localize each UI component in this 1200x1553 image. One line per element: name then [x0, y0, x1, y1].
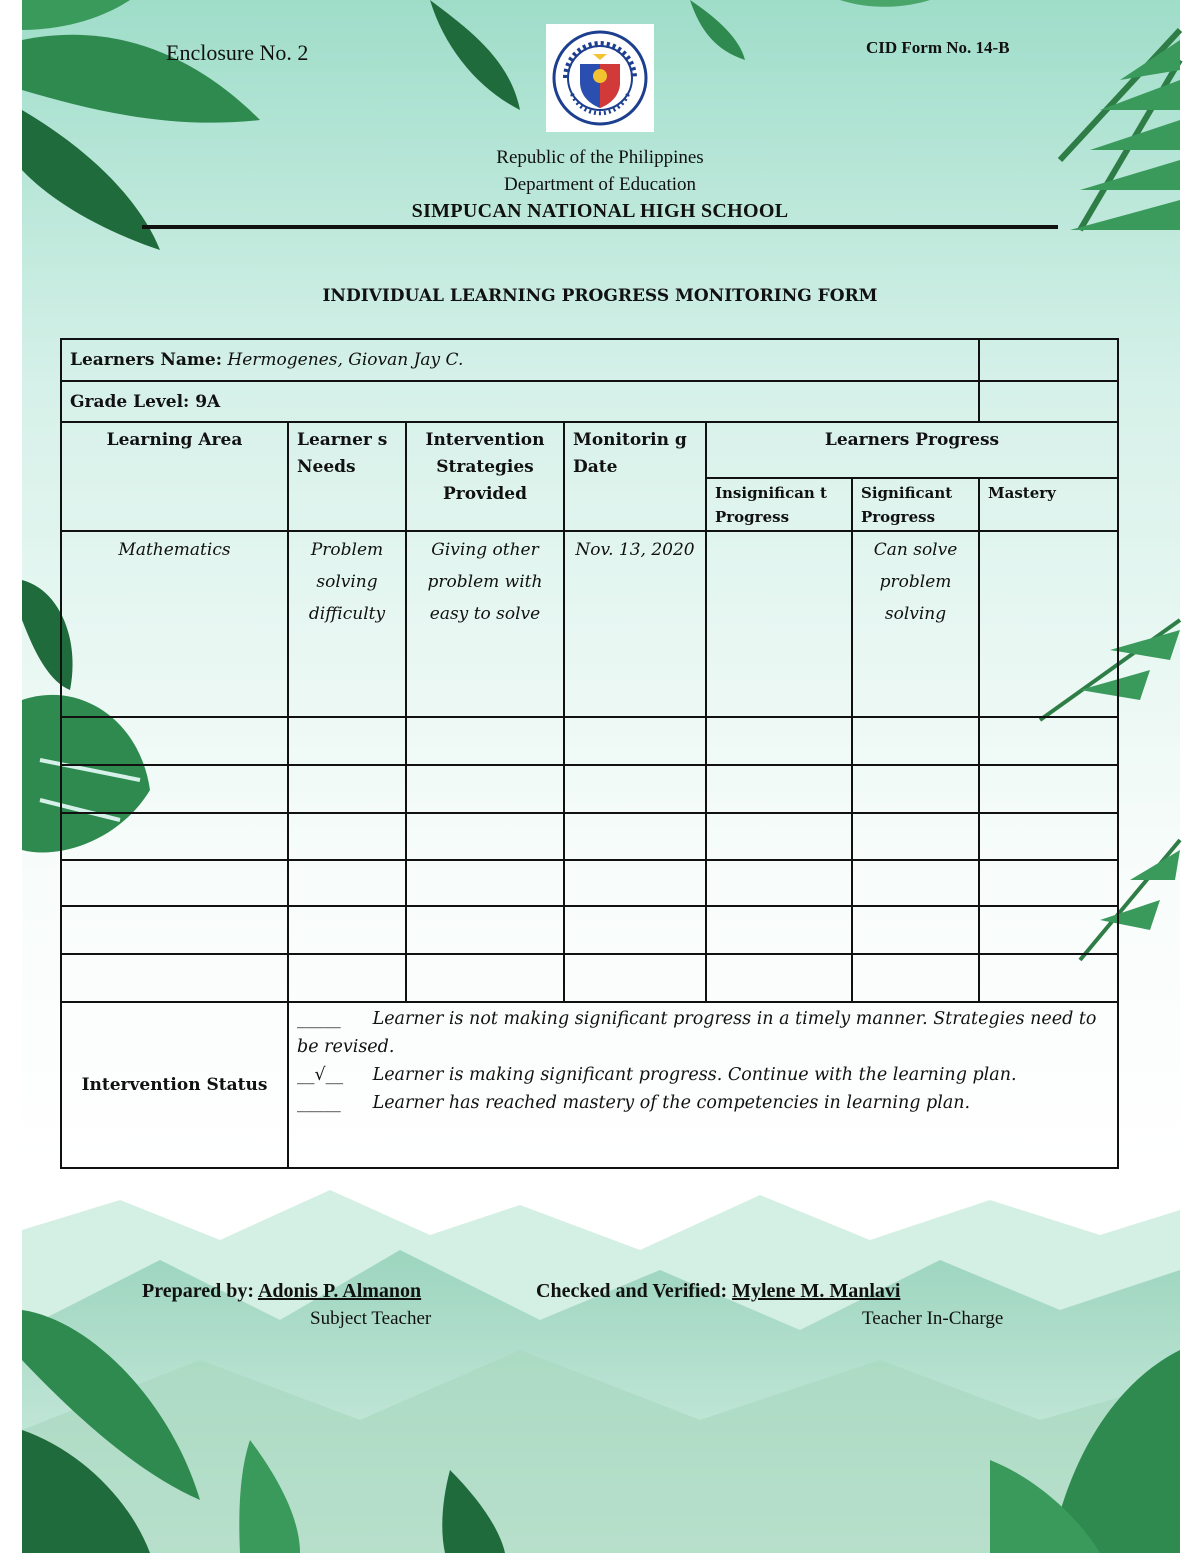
letterhead [0, 144, 1200, 225]
cell-needs: Problem solving difficulty [288, 531, 406, 717]
cell-insignificant [706, 531, 852, 717]
grade-level-cell [61, 381, 979, 422]
checked-by [536, 1280, 900, 1303]
status-text-continue: Learner is making significant progress. Continue with the learning plan. [372, 1065, 1017, 1085]
learner-name-label: Learners Name: [70, 350, 222, 370]
header-insignificant-progress: Insignifican t Progress [706, 478, 852, 531]
header-significant-progress: Significant Progress [852, 478, 979, 531]
status-text-mastery: Learner has reached mastery of the competencies in learning plan. [372, 1093, 971, 1113]
empty-cell [979, 381, 1118, 422]
status-option-revise [297, 1005, 1109, 1061]
republic-line: Republic of the Philippines [496, 147, 704, 168]
cell-date: Nov. 13, 2020 [564, 531, 706, 717]
status-option-continue [297, 1061, 1109, 1089]
form-title: INDIVIDUAL LEARNING PROGRESS MONITORING FORM [322, 286, 878, 306]
status-mark-mastery: _____ [297, 1093, 341, 1113]
status-mark-revise: _____ [297, 1009, 341, 1029]
table-row [61, 954, 1118, 1002]
prepared-by [142, 1280, 421, 1303]
header-learning-area: Learning Area [61, 422, 288, 531]
checked-by-role: Teacher In-Charge [862, 1308, 1004, 1329]
cell-learning-area: Mathematics [61, 531, 288, 717]
table-row [61, 717, 1118, 765]
table-row [61, 813, 1118, 860]
table-row [61, 765, 1118, 813]
grade-level-label: Grade Level: 9A [70, 391, 221, 412]
header-divider [142, 225, 1058, 229]
cell-mastery [979, 531, 1118, 717]
prepared-by-role: Subject Teacher [310, 1308, 432, 1329]
intervention-status-label: Intervention Status [61, 1002, 288, 1168]
school-name: SIMPUCAN NATIONAL HIGH SCHOOL [411, 200, 789, 222]
table-row [61, 860, 1118, 906]
form-number: CID Form No. 14-B [866, 38, 1010, 57]
prepared-by-label: Prepared by: [142, 1280, 255, 1302]
intervention-status-options [288, 1002, 1118, 1168]
intervention-status-row [61, 1002, 1118, 1168]
empty-cell [979, 339, 1118, 381]
checked-by-label: Checked and Verified: [536, 1280, 728, 1302]
header-intervention: Intervention Strategies Provided [406, 422, 564, 531]
monitoring-table [60, 338, 1119, 1169]
prepared-by-name: Adonis P. Almanon [257, 1280, 422, 1302]
cell-strategy: Giving other problem with easy to solve [406, 531, 564, 717]
department-line: Department of Education [503, 174, 697, 195]
table-row [61, 906, 1118, 954]
enclosure-label: Enclosure No. 2 [166, 40, 309, 65]
learner-name-cell [61, 339, 979, 381]
header-mastery: Mastery [979, 478, 1118, 531]
table-row [61, 531, 1118, 717]
status-text-revise: Learner is not making significant progress in a timely manner. Strategies need to be revised. [297, 1009, 1097, 1057]
status-option-mastery [297, 1089, 1109, 1117]
header-learners-progress: Learners Progress [706, 422, 1118, 478]
cell-significant: Can solve problem solving [852, 531, 979, 717]
header-monitoring-date: Monitorin g Date [564, 422, 706, 531]
learner-name-value: Hermogenes, Giovan Jay C. [227, 350, 464, 370]
checked-by-name: Mylene M. Manlavi [732, 1280, 901, 1302]
status-mark-continue: __√__ [297, 1065, 344, 1085]
deped-seal-icon [546, 24, 654, 132]
header-learners-needs: Learner s Needs [288, 422, 406, 531]
